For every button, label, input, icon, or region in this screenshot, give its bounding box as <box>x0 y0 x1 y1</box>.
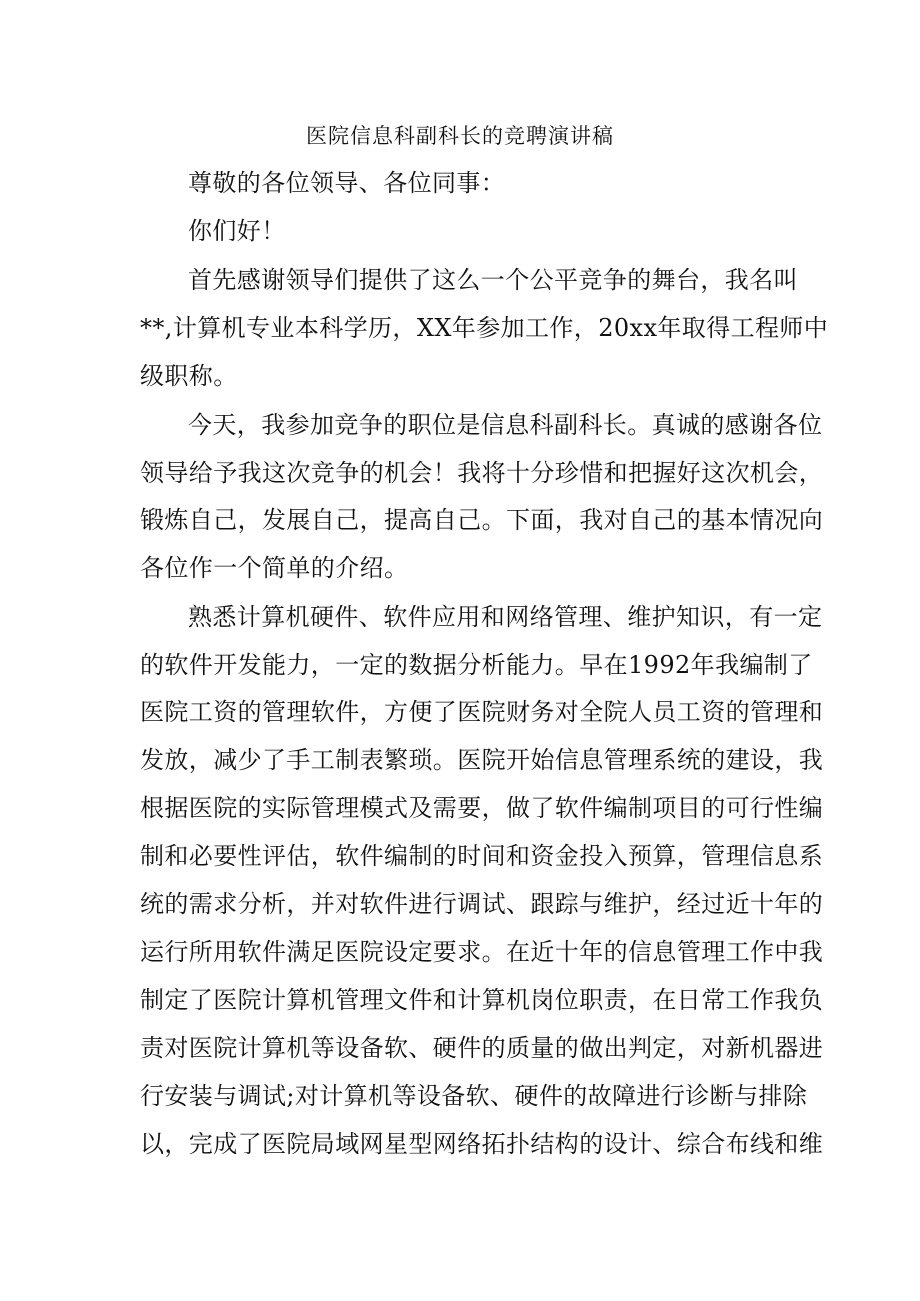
paragraph-2-line-1: 今天，我参加竞争的职位是信息科副科长。真诚的感谢各位 <box>188 411 823 439</box>
paragraph-3-line-11: 行安装与调试;对计算机等设备软、硬件的故障进行诊断与排除 <box>140 1082 808 1110</box>
paragraph-3-line-10: 责对医院计算机等设备软、硬件的质量的做出判定，对新机器进 <box>140 1034 824 1062</box>
paragraph-3-line-9: 制定了医院计算机管理文件和计算机岗位职责，在日常工作我负 <box>140 986 824 1014</box>
paragraph-2-line-3: 锻炼自己，发展自己，提高自己。下面，我对自己的基本情况向 <box>140 506 824 534</box>
paragraph-3-line-5: 根据医院的实际管理模式及需要，做了软件编制项目的可行性编 <box>140 794 824 822</box>
paragraph-3-line-12: 以，完成了医院局域网星型网络拓扑结构的设计、综合布线和维 <box>140 1130 824 1158</box>
paragraph-3-line-6: 制和必要性评估，软件编制的时间和资金投入预算，管理信息系 <box>140 842 824 870</box>
paragraph-3-line-4: 发放，减少了手工制表繁琐。医院开始信息管理系统的建设，我 <box>140 746 824 774</box>
paragraph-2-line-4: 各位作一个简单的介绍。 <box>140 554 409 582</box>
salutation-line: 尊敬的各位领导、各位同事： <box>188 169 506 197</box>
paragraph-3-line-1: 熟悉计算机硬件、软件应用和网络管理、维护知识，有一定 <box>188 603 823 631</box>
paragraph-3-line-3: 医院工资的管理软件，方便了医院财务对全院人员工资的管理和 <box>140 698 824 726</box>
paragraph-1-line-2: **,计算机专业本科学历，XX年参加工作，20xx年取得工程师中 <box>140 314 829 342</box>
paragraph-1-line-3: 级职称。 <box>140 362 238 390</box>
paragraph-3-line-7: 统的需求分析，并对软件进行调试、跟踪与维护，经过近十年的 <box>140 890 824 918</box>
paragraph-3-line-8: 运行所用软件满足医院设定要求。在近十年的信息管理工作中我 <box>140 938 824 966</box>
paragraph-1-line-1: 首先感谢领导们提供了这么一个公平竞争的舞台，我名叫 <box>188 266 798 294</box>
paragraph-3-line-2: 的软件开发能力，一定的数据分析能力。早在1992年我编制了 <box>140 651 813 679</box>
greeting-line: 你们好！ <box>188 217 286 245</box>
paragraph-2-line-2: 领导给予我这次竞争的机会！我将十分珍惜和把握好这次机会， <box>140 459 824 487</box>
document-title: 医院信息科副科长的竞聘演讲稿 <box>306 124 614 148</box>
